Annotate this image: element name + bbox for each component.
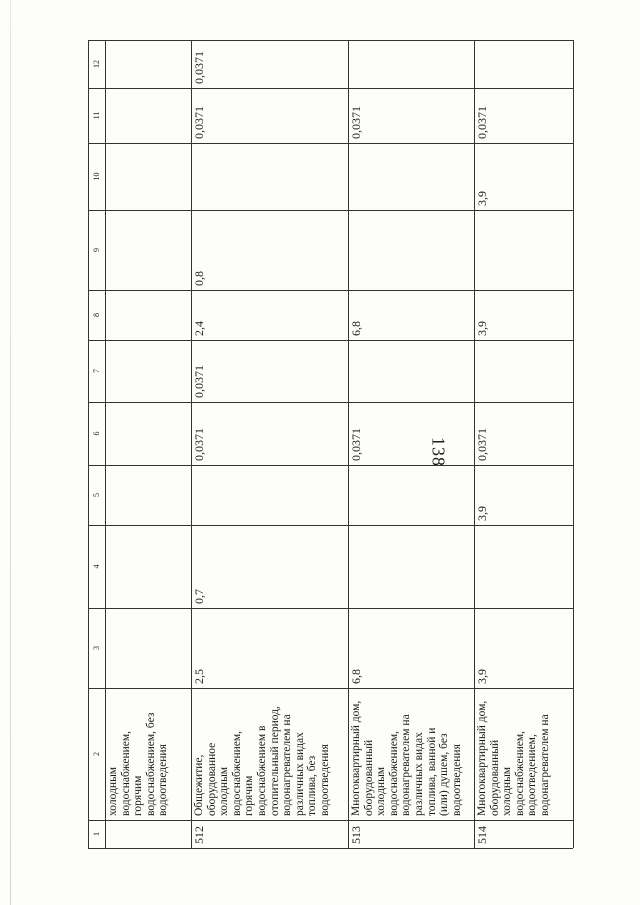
table-cell: 0,0371	[349, 106, 363, 139]
header-cell: 5	[91, 493, 101, 497]
header-cell: 12	[91, 60, 101, 68]
column-rule	[88, 848, 573, 849]
header-cell: 4	[91, 564, 101, 569]
table-cell: 514	[475, 826, 489, 844]
header-cell: 8	[91, 313, 101, 317]
table-cell: 3,9	[475, 191, 489, 206]
table-cell: 0,0371	[192, 365, 206, 398]
table-cell: Многоквартирный дом, оборудованный холодным водоснабжением, водоотведением, водонагревателем на	[476, 700, 551, 816]
table-cell: 3,9	[475, 321, 489, 336]
table-cell: 0,7	[192, 589, 206, 604]
table-cell: 2,5	[192, 669, 206, 684]
header-cell: 6	[91, 431, 101, 436]
table-cell: Общежитие, оборудованное холодным водоснабжением, горячим водоснабжением в отопительный период, водонагревателем на различных видах топлива, без водоотведения	[193, 706, 331, 816]
header-cell: 1	[91, 832, 101, 836]
header-cell: 7	[91, 369, 101, 373]
table-cell: 2,4	[192, 321, 206, 336]
table-cell: 6,8	[349, 321, 363, 336]
table-cell: 513	[349, 826, 363, 844]
table-cell: 0,0371	[349, 428, 363, 461]
header-cell: 10	[91, 172, 101, 181]
table-cell: 512	[192, 826, 206, 844]
header-cell: 11	[91, 111, 101, 120]
table-cell: 0,0371	[192, 106, 206, 139]
table-cell: 3,9	[475, 506, 489, 521]
page-number: 138	[428, 437, 449, 467]
data-table	[88, 40, 573, 848]
header-cell: 3	[91, 646, 101, 650]
table-cell: 0,8	[192, 271, 206, 286]
table-cell: 3,9	[475, 669, 489, 684]
header-cell: 2	[91, 752, 101, 756]
table-cell: холодным водоснабжением, горячим водоснабжением, без водоотведения	[107, 712, 170, 816]
table-cell: 6,8	[349, 669, 363, 684]
table-cell: 0,0371	[475, 428, 489, 461]
header-cell: 9	[91, 248, 101, 252]
table-cell: 0,0371	[192, 428, 206, 461]
scan-edge	[10, 0, 11, 905]
table-cell: 0,0371	[192, 51, 206, 84]
table-cell: 0,0371	[475, 106, 489, 139]
table-cell: Многоквартирный дом, оборудованный холодным водоснабжением, водонагревателем на различных видах топлива, ванной и (или) душем, без водоотведения	[350, 700, 463, 816]
